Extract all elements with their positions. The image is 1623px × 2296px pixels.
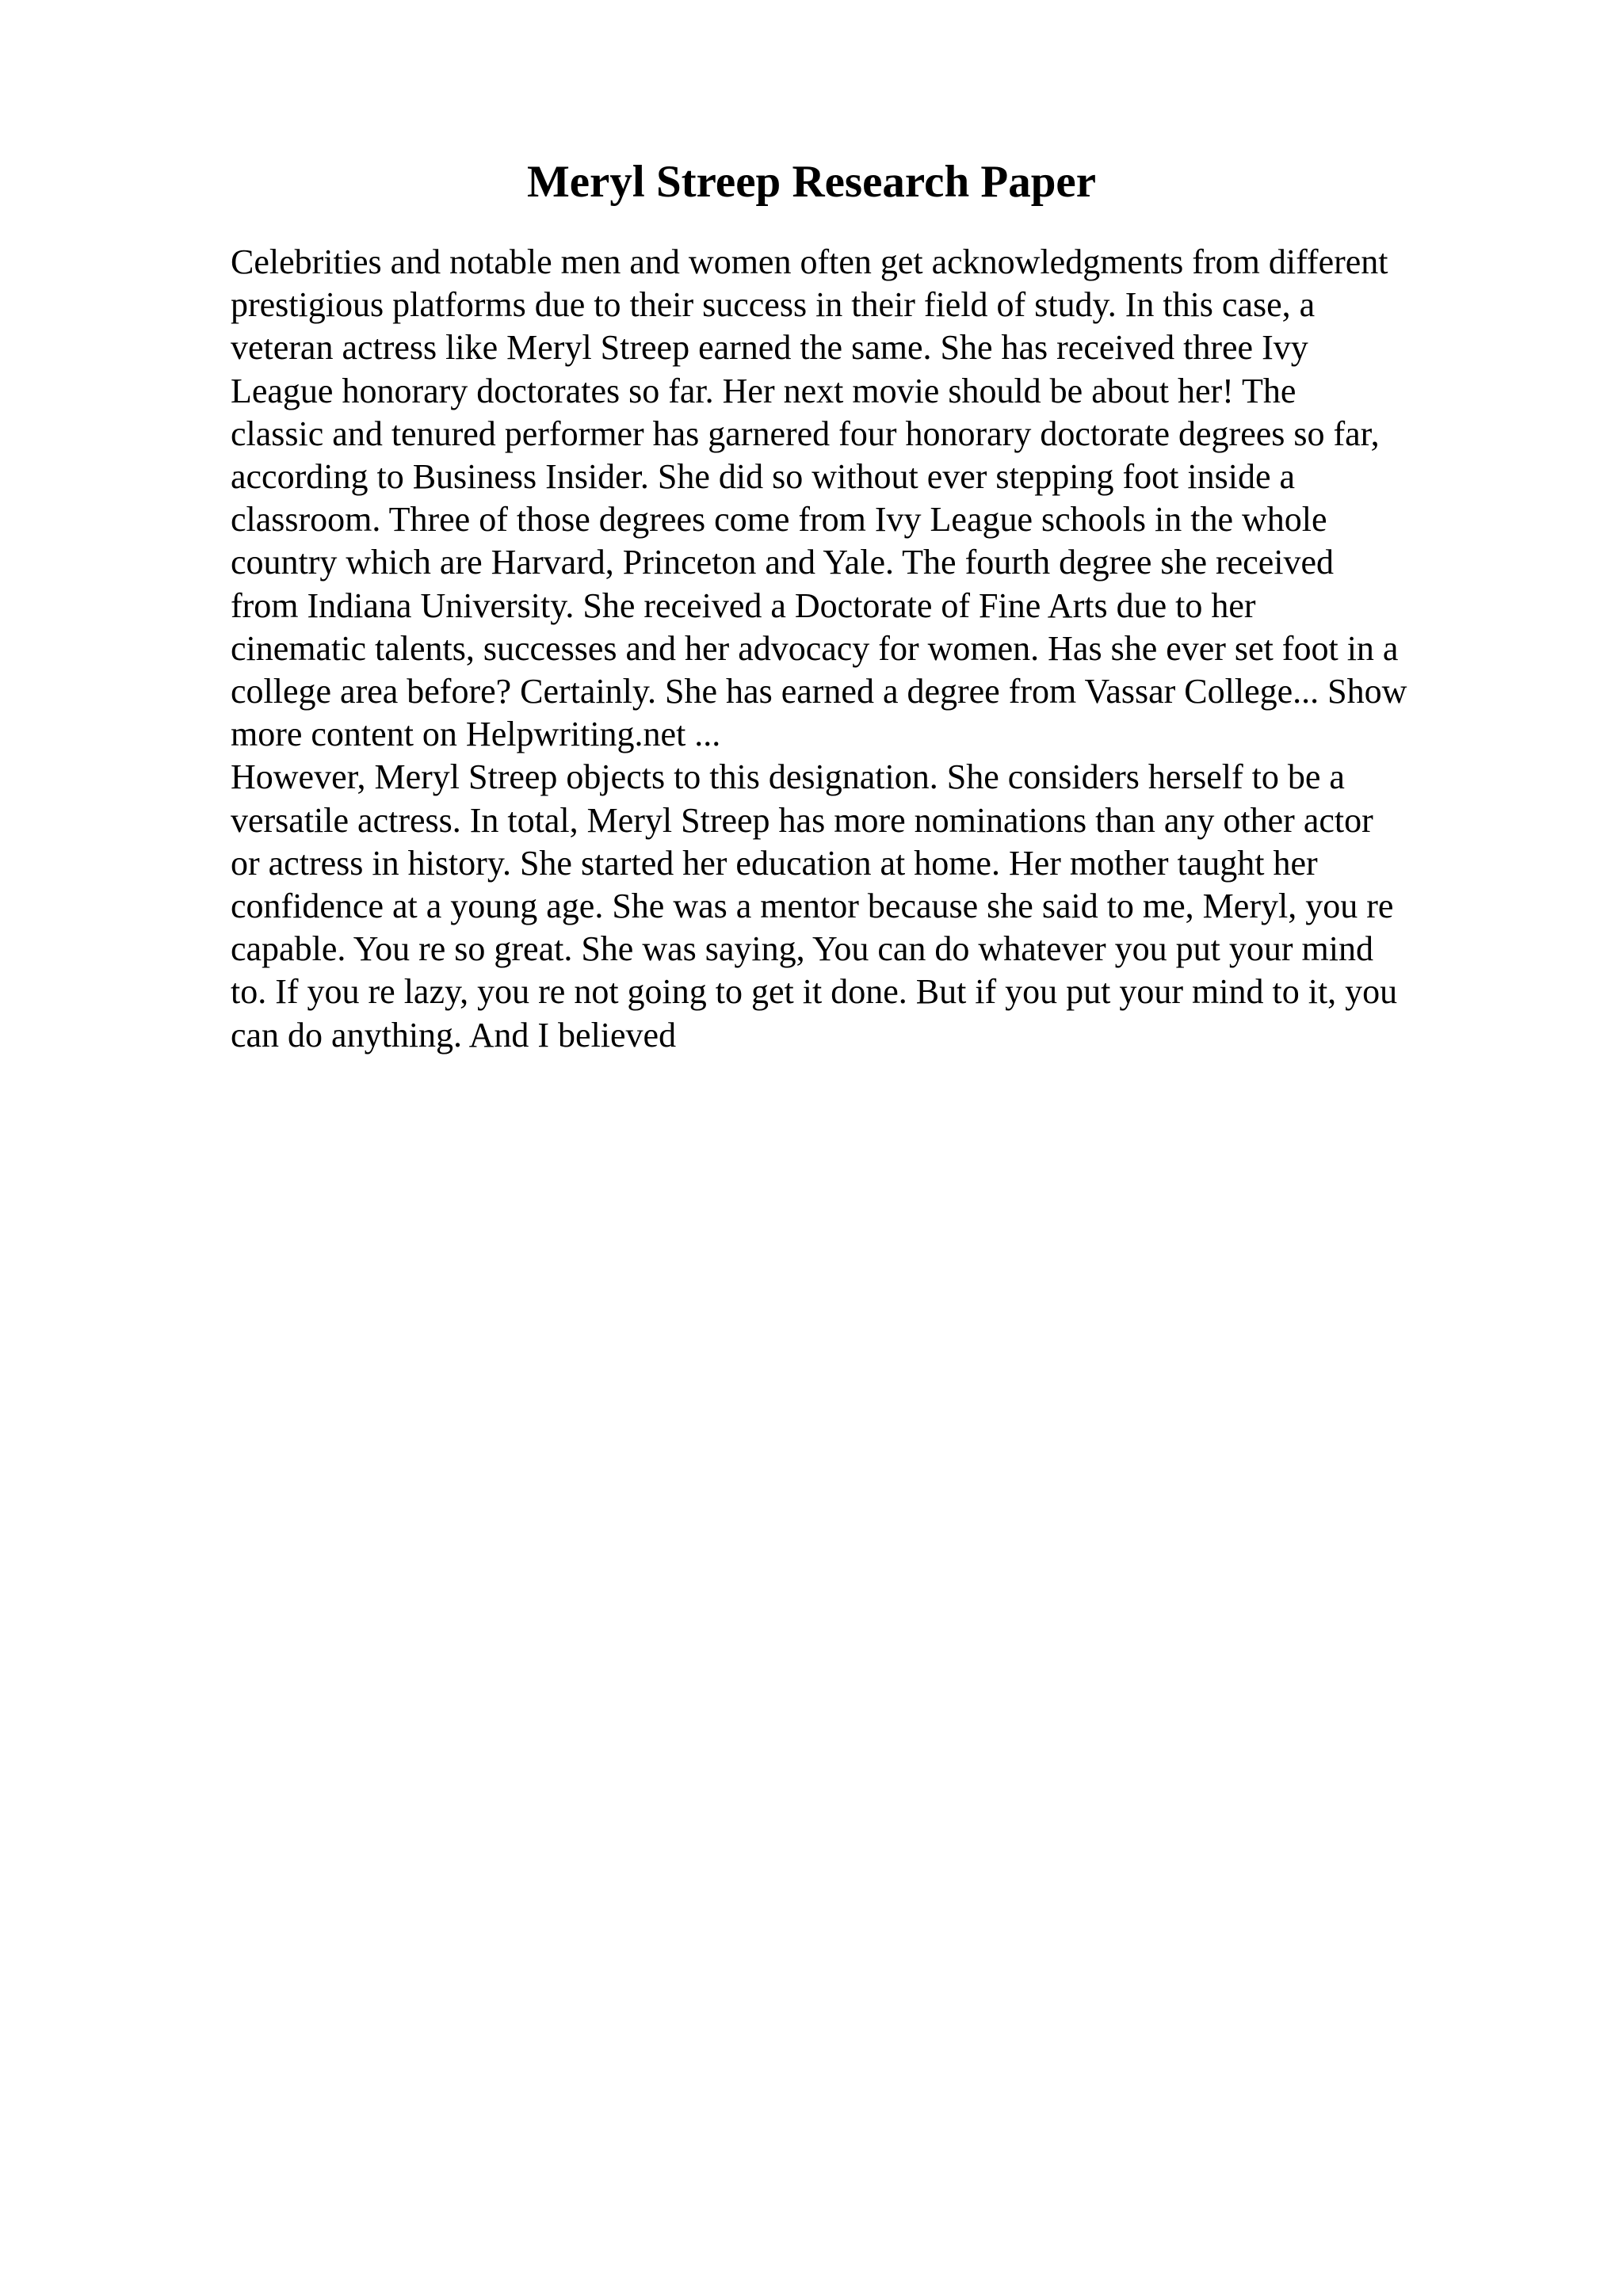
text-line: However, Meryl Streep objects to this designation. She considers herself to be a [231, 757, 1345, 797]
text-line: or actress in history. She started her education at home. Her mother taught her [231, 843, 1318, 883]
text-line: college area before? Certainly. She has earned a degree from Vassar College... Show [231, 672, 1407, 711]
paragraph-1 [231, 241, 1499, 756]
document-body [231, 241, 1499, 1057]
text-line: can do anything. And I believed [231, 1015, 677, 1055]
document-title: Meryl Streep Research Paper [526, 157, 1097, 207]
text-line: confidence at a young age. She was a mentor because she said to me, Meryl, you re [231, 887, 1394, 926]
paragraph-2 [231, 756, 1499, 1056]
text-line: Celebrities and notable men and women often get acknowledgments from different [231, 242, 1388, 281]
text-line: capable. You re so great. She was saying, You can do whatever you put your mind [231, 929, 1373, 969]
text-line: more content on Helpwriting.net ... [231, 715, 721, 754]
text-line: cinematic talents, successes and her advocacy for women. Has she ever set foot in a [231, 628, 1399, 668]
text-line: League honorary doctorates so far. Her next movie should be about her! The [231, 371, 1296, 410]
text-line: country which are Harvard, Princeton and Yale. The fourth degree she received [231, 543, 1334, 582]
text-line: prestigious platforms due to their success in their field of study. In this case, a [231, 285, 1316, 325]
text-line: veteran actress like Meryl Streep earned the same. She has received three Ivy [231, 328, 1308, 368]
text-line: versatile actress. In total, Meryl Streep has more nominations than any other actor [231, 800, 1373, 840]
text-line: classroom. Three of those degrees come from Ivy League schools in the whole [231, 500, 1327, 540]
text-line: from Indiana University. She received a Doctorate of Fine Arts due to her [231, 585, 1256, 625]
text-line: to. If you re lazy, you re not going to get it done. But if you put your mind to it, you [231, 972, 1398, 1012]
text-line: according to Business Insider. She did so without ever stepping foot inside a [231, 457, 1296, 497]
text-line: classic and tenured performer has garnered four honorary doctorate degrees so far, [231, 414, 1380, 453]
